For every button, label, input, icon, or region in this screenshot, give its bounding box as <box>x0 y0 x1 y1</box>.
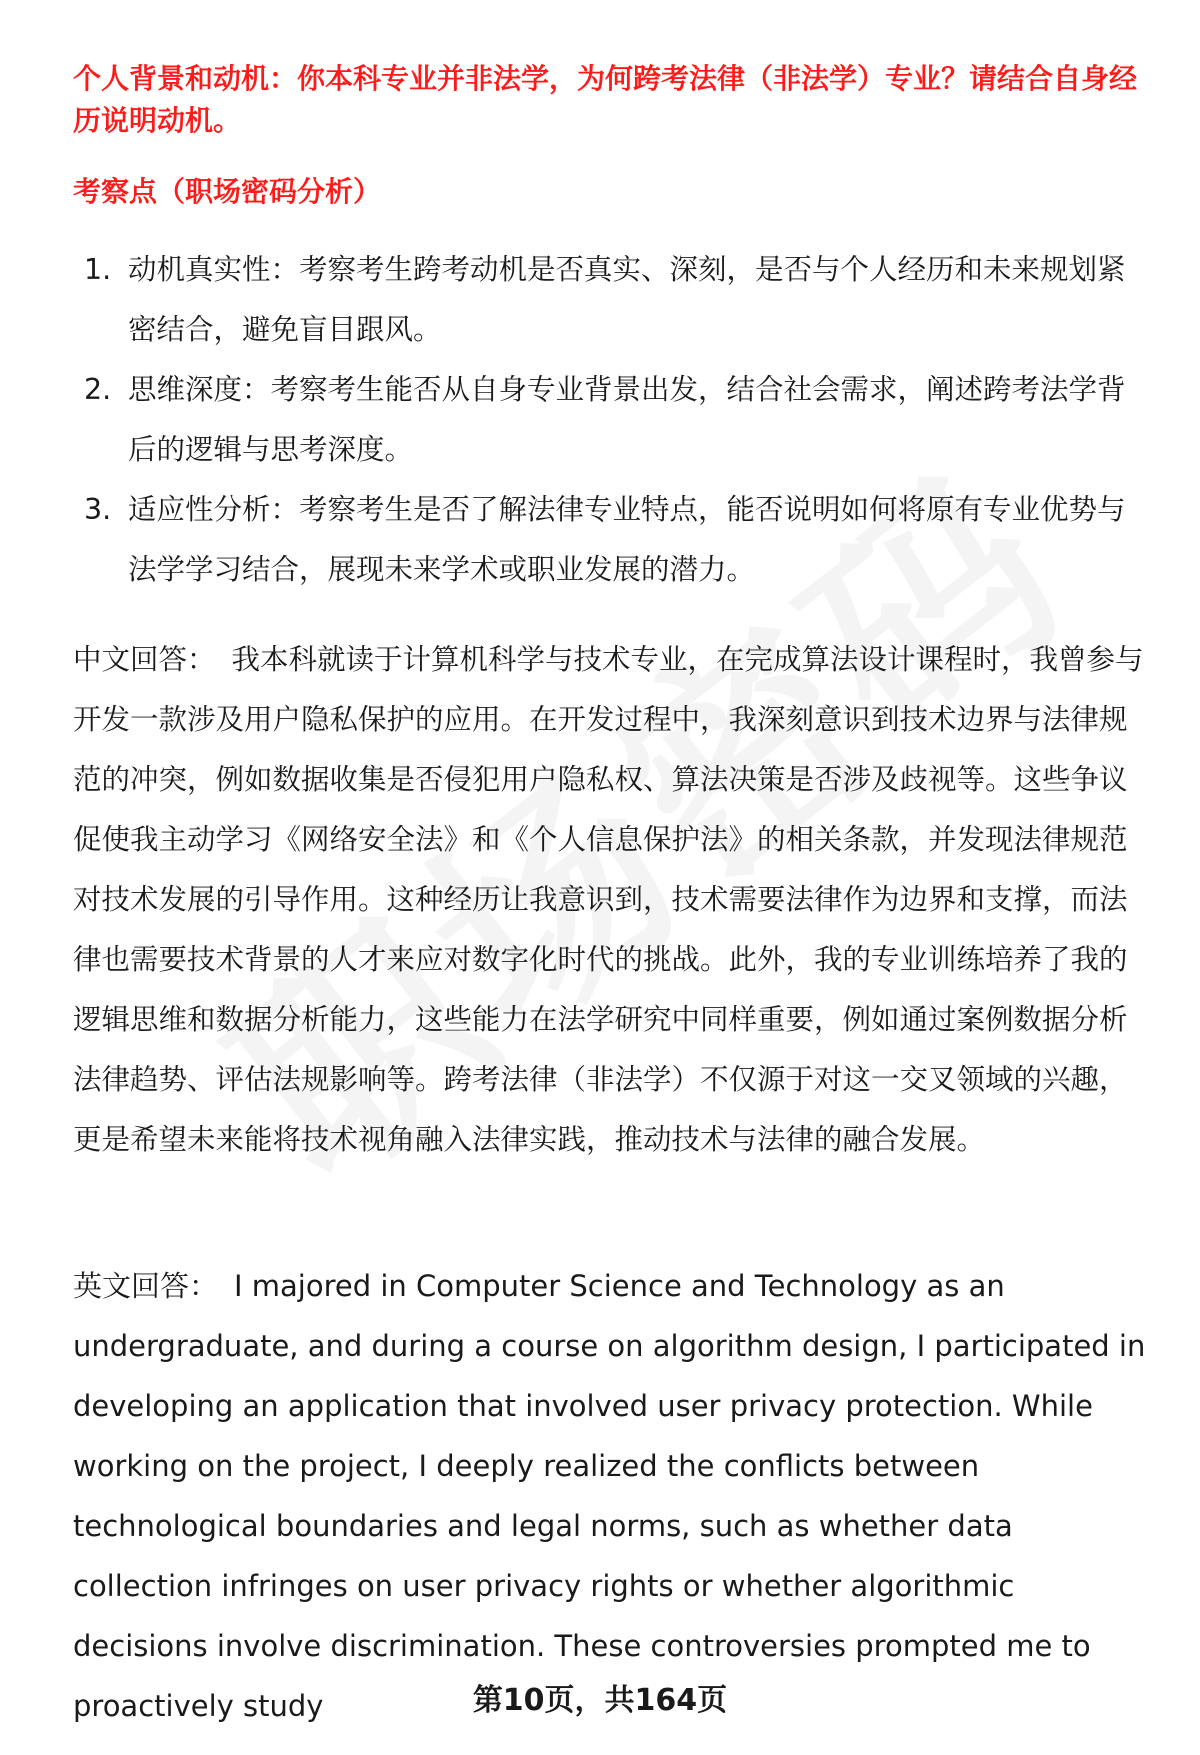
point-text: 思维深度：考察考生能否从自身专业背景出发，结合社会需求，阐述跨考法学背后的逻辑与思考深度。 <box>128 373 1126 466</box>
question-subtitle: 考察点（职场密码分析） <box>73 175 382 208</box>
chinese-answer-text: 我本科就读于计算机科学与技术专业，在完成算法设计课程时，我曾参与开发一款涉及用户隐私保护的应用。在开发过程中，我深刻意识到技术边界与法律规范的冲突，例如数据收集是否侵犯用户隐私权、算法决策是否涉及歧视等。这些争议促使我主动学习《网络安全法》和《个人信息保护法》的相关条款，并发现法律规范对技术发展的引导作用。这种经历让我意识到，技术需要法律作为边界和支撑，而法律也需要技术背景的人才来应对数字化时代的挑战。此外，我的专业训练培养了我的逻辑思维和数据分析能力，这些能力在法学研究中同样重要，例如通过案例数据分析法律趋势、评估法规影响等。跨考法律（非法学）不仅源于对这一交叉领域的兴趣，更是希望未来能将技术视角融入法律实践，推动技术与法律的融合发展。 <box>73 643 1144 1156</box>
chinese-answer <box>73 630 1148 1170</box>
english-answer-label: 英文回答： <box>73 1269 219 1303</box>
assessment-point <box>0 240 1148 360</box>
assessment-point <box>0 360 1148 480</box>
point-number: 1. <box>84 253 112 286</box>
point-number: 3. <box>84 493 112 526</box>
english-answer-text: I majored in Computer Science and Technology as an undergraduate, and during a course on algorithm design, I participated in developing an application that involved user privacy protection. While working on the project, I deeply realized the conflicts between technological boundaries and legal norms, such as whether data collection infringes on user privacy rights or whether algorithmic decisions involve discrimination. These controversies prompted me to proactively study <box>73 1269 1146 1723</box>
point-text: 动机真实性：考察考生跨考动机是否真实、深刻，是否与个人经历和未来规划紧密结合，避免盲目跟风。 <box>128 253 1126 346</box>
point-text: 适应性分析：考察考生是否了解法律专业特点，能否说明如何将原有专业优势与法学学习结合，展现未来学术或职业发展的潜力。 <box>128 493 1126 586</box>
point-number: 2. <box>84 373 112 406</box>
english-answer <box>73 1256 1158 1736</box>
assessment-point <box>0 480 1148 600</box>
page-number-footer: 第10页，共164页 <box>472 1683 728 1718</box>
assessment-points-list <box>0 240 1200 600</box>
question-title: 个人背景和动机：你本科专业并非法学，为何跨考法律（非法学）专业？请结合自身经历说明动机。 <box>73 62 1138 137</box>
chinese-answer-label: 中文回答： <box>73 643 216 676</box>
